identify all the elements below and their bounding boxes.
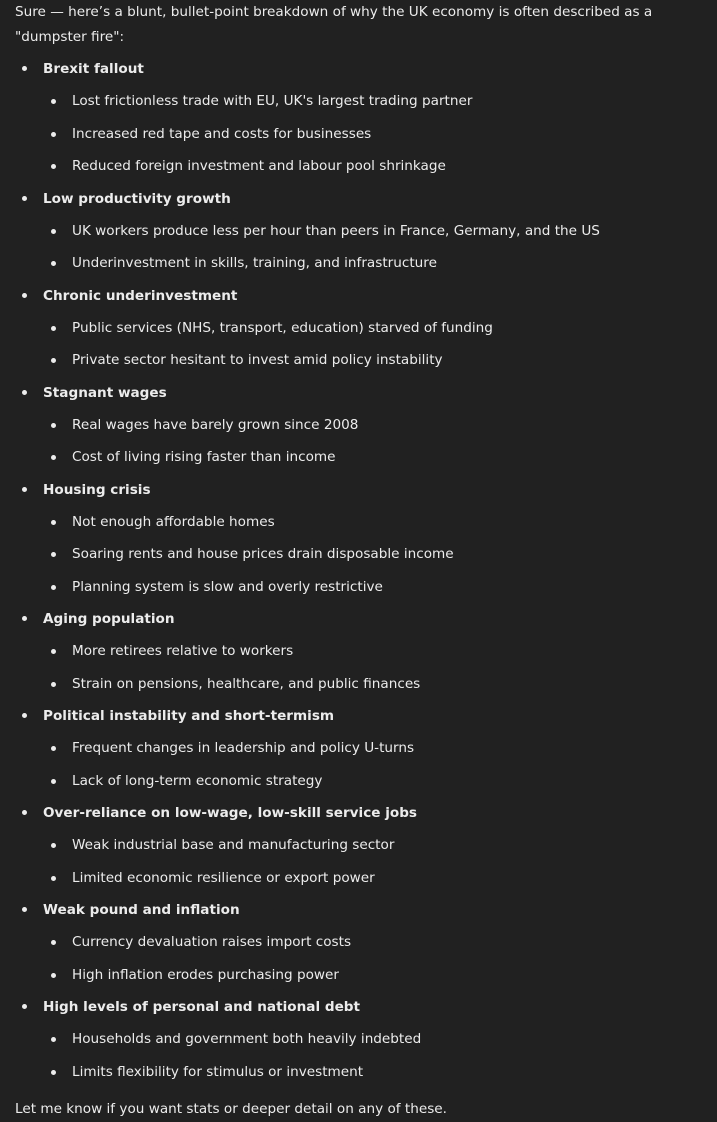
bullet-icon xyxy=(51,843,56,848)
reason-heading: Low productivity growth xyxy=(43,190,231,207)
detail-list xyxy=(43,215,705,280)
bullet-icon xyxy=(22,293,27,298)
bullet-icon xyxy=(51,326,56,331)
reasons-list xyxy=(15,53,705,1088)
detail-text: Reduced foreign investment and labour pool shrinkage xyxy=(72,158,446,174)
detail-text: Strain on pensions, healthcare, and public finances xyxy=(72,675,421,692)
detail-list xyxy=(43,506,705,604)
detail-list xyxy=(43,732,705,797)
detail-item xyxy=(43,150,705,183)
detail-item xyxy=(43,829,705,862)
detail-item xyxy=(43,732,705,765)
detail-item xyxy=(43,1023,705,1056)
bullet-icon xyxy=(51,455,56,460)
reason-item xyxy=(15,474,705,604)
bullet-icon xyxy=(51,585,56,590)
bullet-icon xyxy=(22,390,27,395)
bullet-icon xyxy=(51,779,56,784)
reason-heading: Aging population xyxy=(43,611,175,627)
reason-heading: Over-reliance on low-wage, low-skill service jobs xyxy=(43,805,418,821)
bullet-icon xyxy=(51,99,56,104)
detail-text: Planning system is slow and overly restrictive xyxy=(72,578,383,595)
bullet-icon xyxy=(51,746,56,751)
bullet-icon xyxy=(51,876,56,881)
assistant-message xyxy=(15,0,705,1088)
detail-text: Real wages have barely grown since 2008 xyxy=(72,416,359,433)
detail-item xyxy=(43,506,705,539)
detail-item xyxy=(43,571,705,604)
reason-item xyxy=(15,894,705,991)
bullet-icon xyxy=(51,649,56,654)
detail-item xyxy=(43,635,705,668)
detail-text: Lost frictionless trade with EU, UK's largest trading partner xyxy=(72,93,473,109)
detail-list xyxy=(43,312,705,377)
bullet-icon xyxy=(51,552,56,557)
detail-text: Limited economic resilience or export power xyxy=(72,869,375,886)
detail-item xyxy=(43,118,705,151)
detail-item xyxy=(43,409,705,442)
detail-text: Soaring rents and house prices drain disposable income xyxy=(72,546,454,562)
detail-item xyxy=(43,959,705,992)
outro-text: Let me know if you want stats or deeper detail on any of these. xyxy=(15,1101,447,1117)
reason-heading: Weak pound and inflation xyxy=(43,902,240,918)
detail-item xyxy=(43,441,705,474)
bullet-icon xyxy=(22,196,27,201)
bullet-icon xyxy=(51,520,56,525)
detail-text: Underinvestment in skills, training, and infrastructure xyxy=(72,255,437,271)
detail-item xyxy=(43,85,705,118)
detail-text: Households and government both heavily indebted xyxy=(72,1031,422,1047)
bullet-icon xyxy=(22,810,27,815)
reason-heading: High levels of personal and national debt xyxy=(43,999,361,1015)
bullet-icon xyxy=(51,1070,56,1075)
detail-text: Cost of living rising faster than income xyxy=(72,449,336,465)
reason-heading: Brexit fallout xyxy=(43,61,144,77)
detail-list xyxy=(43,829,705,894)
detail-text: Increased red tape and costs for businesses xyxy=(72,125,372,142)
bullet-icon xyxy=(22,487,27,492)
detail-list xyxy=(43,409,705,474)
bullet-icon xyxy=(51,940,56,945)
reason-item xyxy=(15,797,705,894)
detail-text: Private sector hesitant to invest amid policy instability xyxy=(72,352,443,368)
bullet-icon xyxy=(51,423,56,428)
detail-text: Currency devaluation raises import costs xyxy=(72,934,352,950)
bullet-icon xyxy=(22,1004,27,1009)
bullet-icon xyxy=(22,616,27,621)
detail-list xyxy=(43,635,705,700)
detail-text: More retirees relative to workers xyxy=(72,643,294,659)
detail-list xyxy=(43,85,705,183)
detail-text: Limits flexibility for stimulus or investment xyxy=(72,1063,364,1080)
detail-item xyxy=(43,538,705,571)
bullet-icon xyxy=(22,713,27,718)
bullet-icon xyxy=(51,358,56,363)
detail-text: Weak industrial base and manufacturing sector xyxy=(72,837,395,853)
reason-heading: Stagnant wages xyxy=(43,384,167,401)
bullet-icon xyxy=(22,66,27,71)
detail-item xyxy=(43,668,705,701)
bullet-icon xyxy=(51,229,56,234)
detail-text: Lack of long-term economic strategy xyxy=(72,772,323,789)
bullet-icon xyxy=(51,1037,56,1042)
detail-item xyxy=(43,344,705,377)
detail-item xyxy=(43,247,705,280)
detail-item xyxy=(43,862,705,895)
reason-heading: Housing crisis xyxy=(43,481,151,498)
bullet-icon xyxy=(51,164,56,169)
detail-text: Frequent changes in leadership and policy U-turns xyxy=(72,740,415,756)
reason-item xyxy=(15,700,705,797)
bullet-icon xyxy=(51,261,56,266)
detail-item xyxy=(43,765,705,798)
bullet-icon xyxy=(51,973,56,978)
reason-item xyxy=(15,53,705,183)
detail-list xyxy=(43,1023,705,1088)
detail-list xyxy=(43,926,705,991)
intro-text: Sure — here’s a blunt, bullet-point breakdown of why the UK economy is often described as a "dumpster fire": xyxy=(15,4,653,45)
reason-item xyxy=(15,603,705,700)
reason-heading: Political instability and short-termism xyxy=(43,708,335,724)
detail-text: Public services (NHS, transport, education) starved of funding xyxy=(72,319,493,336)
reason-heading: Chronic underinvestment xyxy=(43,287,238,304)
reason-item xyxy=(15,991,705,1088)
detail-text: UK workers produce less per hour than peers in France, Germany, and the US xyxy=(72,222,600,239)
detail-text: High inflation erodes purchasing power xyxy=(72,966,339,983)
reason-item xyxy=(15,183,705,280)
detail-item xyxy=(43,1056,705,1089)
detail-text: Not enough affordable homes xyxy=(72,513,275,530)
reason-item xyxy=(15,280,705,377)
detail-item xyxy=(43,926,705,959)
detail-item xyxy=(43,312,705,345)
reason-item xyxy=(15,377,705,474)
bullet-icon xyxy=(22,907,27,912)
bullet-icon xyxy=(51,682,56,687)
bullet-icon xyxy=(51,132,56,137)
detail-item xyxy=(43,215,705,248)
